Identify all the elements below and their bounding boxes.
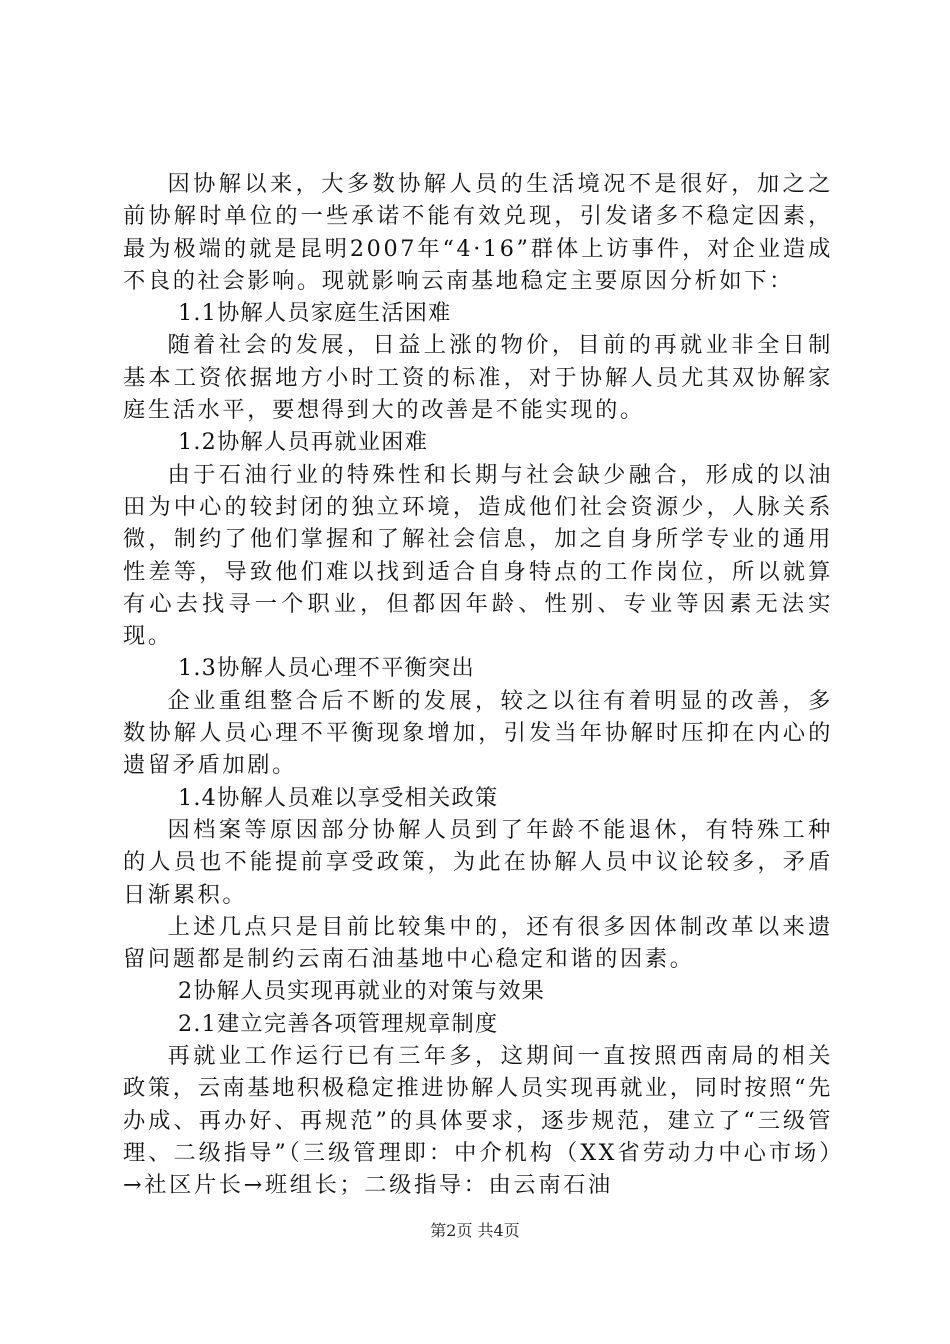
section-heading: 1.2协解人员再就业困难 <box>178 429 429 456</box>
paragraph: 随着社会的发展，日益上涨的物价，目前的再就业非全日制基本工资依据地方小时工资的标准，对于协解人员尤其双协解家庭生活水平，要想得到大的改善是不能实现的。 <box>123 332 833 424</box>
page-footer <box>0 1218 950 1241</box>
paragraph: 再就业工作运行已有三年多，这期间一直按照西南局的相关政策，云南基地积极稳定推进协解人员实现再就业，同时按照“先办成、再办好、再规范”的具体要求，逐步规范，建立了“三级管理、二级指导”（三级管理即：中介机构（XX省劳动力中心市场）→社区片长→班组长；二级指导：由云南石油 <box>123 1043 833 1199</box>
paragraph: 因档案等原因部分协解人员到了年龄不能退休，有特殊工种的人员也不能提前享受政策，为此在协解人员中议论较多，矛盾日渐累积。 <box>123 816 833 908</box>
paragraph: 因协解以来，大多数协解人员的生活境况不是很好，加之之前协解时单位的一些承诺不能有效兑现，引发诸多不稳定因素，最为极端的就是昆明2007年“4·16”群体上访事件，对企业造成不良的社会影响。现就影响云南基地稳定主要原因分析如下： <box>123 171 833 294</box>
section-heading: 2协解人员实现再就业的对策与效果 <box>178 978 546 1005</box>
section-heading: 1.3协解人员心理不平衡突出 <box>178 655 475 682</box>
page-number-label: 第2页 共4页 <box>430 1221 520 1240</box>
section-heading: 2.1建立完善各项管理规章制度 <box>178 1010 499 1037</box>
paragraph: 由于石油行业的特殊性和长期与社会缺少融合，形成的以油田为中心的较封闭的独立环境，造成他们社会资源少，人脉关系微，制约了他们掌握和了解社会信息，加之自身所学专业的通用性差等，导致他们难以找到适合自身特点的工作岗位，所以就算有心去找寻一个职业，但都因年龄、性别、专业等因素无法实现。 <box>123 461 833 650</box>
paragraph: 上述几点只是目前比较集中的，还有很多因体制改革以来遗留问题都是制约云南石油基地中心稳定和谐的因素。 <box>123 913 833 973</box>
paragraph: 企业重组整合后不断的发展，较之以往有着明显的改善，多数协解人员心理不平衡现象增加，引发当年协解时压抑在内心的遗留矛盾加剧。 <box>123 687 833 779</box>
section-heading: 1.1协解人员家庭生活困难 <box>178 300 452 327</box>
document-body <box>123 168 833 1202</box>
section-heading: 1.4协解人员难以享受相关政策 <box>178 784 499 811</box>
